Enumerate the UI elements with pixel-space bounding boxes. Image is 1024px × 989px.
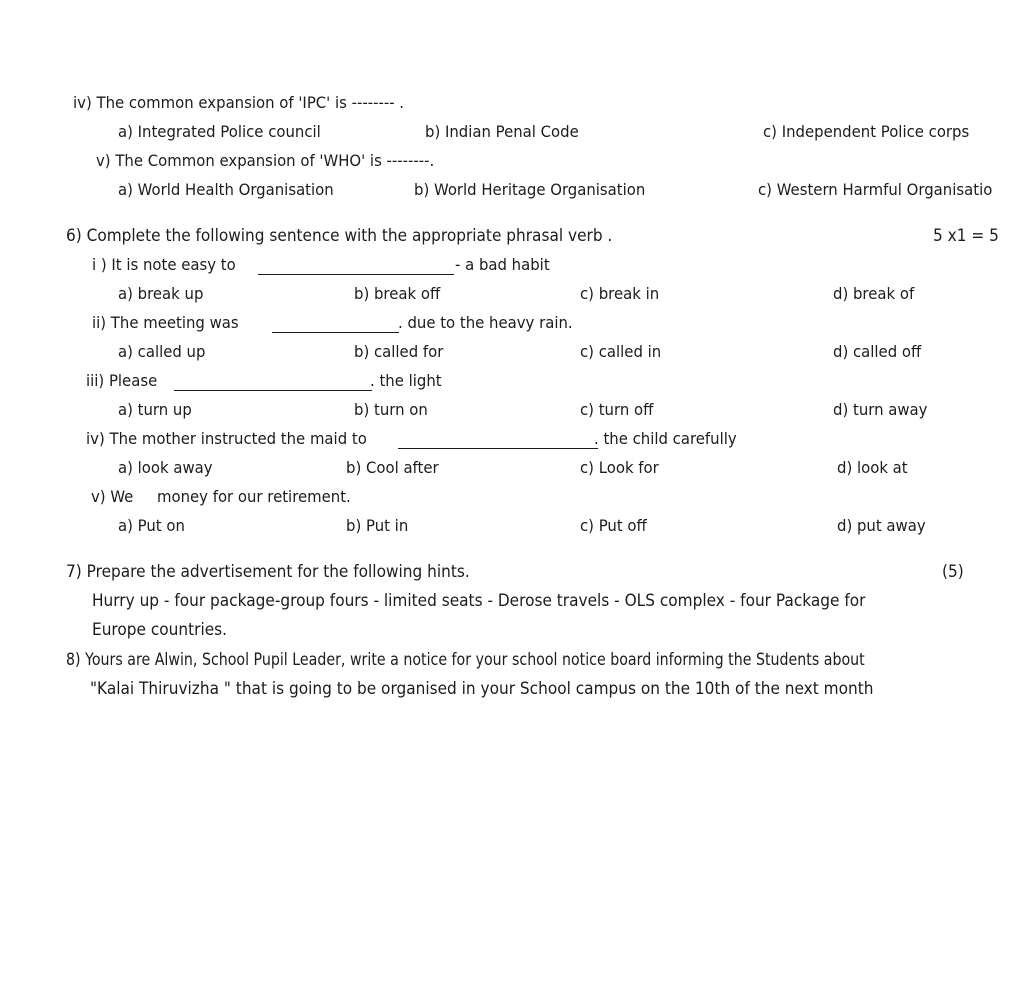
phrasal-ii-stem-end: . due to the heavy rain.	[398, 313, 573, 332]
option-c: c) Look for	[580, 458, 659, 477]
option-a: a) turn up	[118, 400, 192, 419]
option-a: a) Put on	[118, 516, 185, 535]
phrasal-i-stem: i ) It is note easy to	[92, 255, 236, 274]
option-c: c) turn off	[580, 400, 654, 419]
option-c: c) Independent Police corps	[763, 122, 970, 141]
option-b: b) break off	[354, 284, 441, 303]
option-c: c) Put off	[580, 516, 647, 535]
phrasal-iv-stem: iv) The mother instructed the maid to	[86, 429, 367, 448]
option-d: d) break of	[833, 284, 915, 303]
answer-blank	[174, 390, 372, 391]
question-ipc-stem: iv) The common expansion of 'IPC' is -------- .	[73, 93, 405, 112]
phrasal-iii-stem-end: . the light	[370, 371, 442, 390]
question-7-stem: 7) Prepare the advertisement for the following hints.	[66, 562, 470, 581]
question-who-stem: v) The Common expansion of 'WHO' is --------.	[96, 151, 435, 170]
option-c: c) Western Harmful Organisatio	[758, 180, 993, 199]
phrasal-iii-stem: iii) Please	[86, 371, 158, 390]
option-b: b) turn on	[354, 400, 428, 419]
option-b: b) Indian Penal Code	[425, 122, 579, 141]
option-d: d) turn away	[833, 400, 928, 419]
answer-blank	[398, 448, 598, 449]
answer-blank	[272, 332, 399, 333]
option-d: d) called off	[833, 342, 922, 361]
answer-blank	[258, 274, 454, 275]
phrasal-v-stem: v) We money for our retirement.	[91, 487, 351, 506]
option-c: c) called in	[580, 342, 662, 361]
phrasal-iv-stem-end: . the child carefully	[594, 429, 737, 448]
question-6-marks: 5 x1 = 5	[933, 226, 999, 245]
option-d: d) put away	[837, 516, 926, 535]
phrasal-i-stem-end: - a bad habit	[455, 255, 550, 274]
option-a: a) called up	[118, 342, 206, 361]
question-7-hints-cont: Europe countries.	[92, 620, 228, 639]
option-b: b) Put in	[346, 516, 409, 535]
option-b: b) World Heritage Organisation	[414, 180, 646, 199]
option-b: b) Cool after	[346, 458, 439, 477]
question-7-marks: (5)	[942, 562, 964, 581]
question-6-stem: 6) Complete the following sentence with the appropriate phrasal verb .	[66, 226, 613, 245]
option-c: c) break in	[580, 284, 660, 303]
phrasal-ii-stem: ii) The meeting was	[92, 313, 239, 332]
question-7-hints: Hurry up - four package-group fours - limited seats - Derose travels - OLS complex - four Package for	[92, 591, 866, 610]
option-a: a) look away	[118, 458, 213, 477]
option-a: a) Integrated Police council	[118, 122, 321, 141]
option-d: d) look at	[837, 458, 908, 477]
option-b: b) called for	[354, 342, 444, 361]
option-a: a) break up	[118, 284, 204, 303]
question-8-stem-cont: "Kalai Thiruvizha " that is going to be organised in your School campus on the 10th of the next month	[90, 679, 874, 698]
question-8-stem: 8) Yours are Alwin, School Pupil Leader, write a notice for your school notice board informing the Students about	[66, 650, 865, 669]
option-a: a) World Health Organisation	[118, 180, 334, 199]
